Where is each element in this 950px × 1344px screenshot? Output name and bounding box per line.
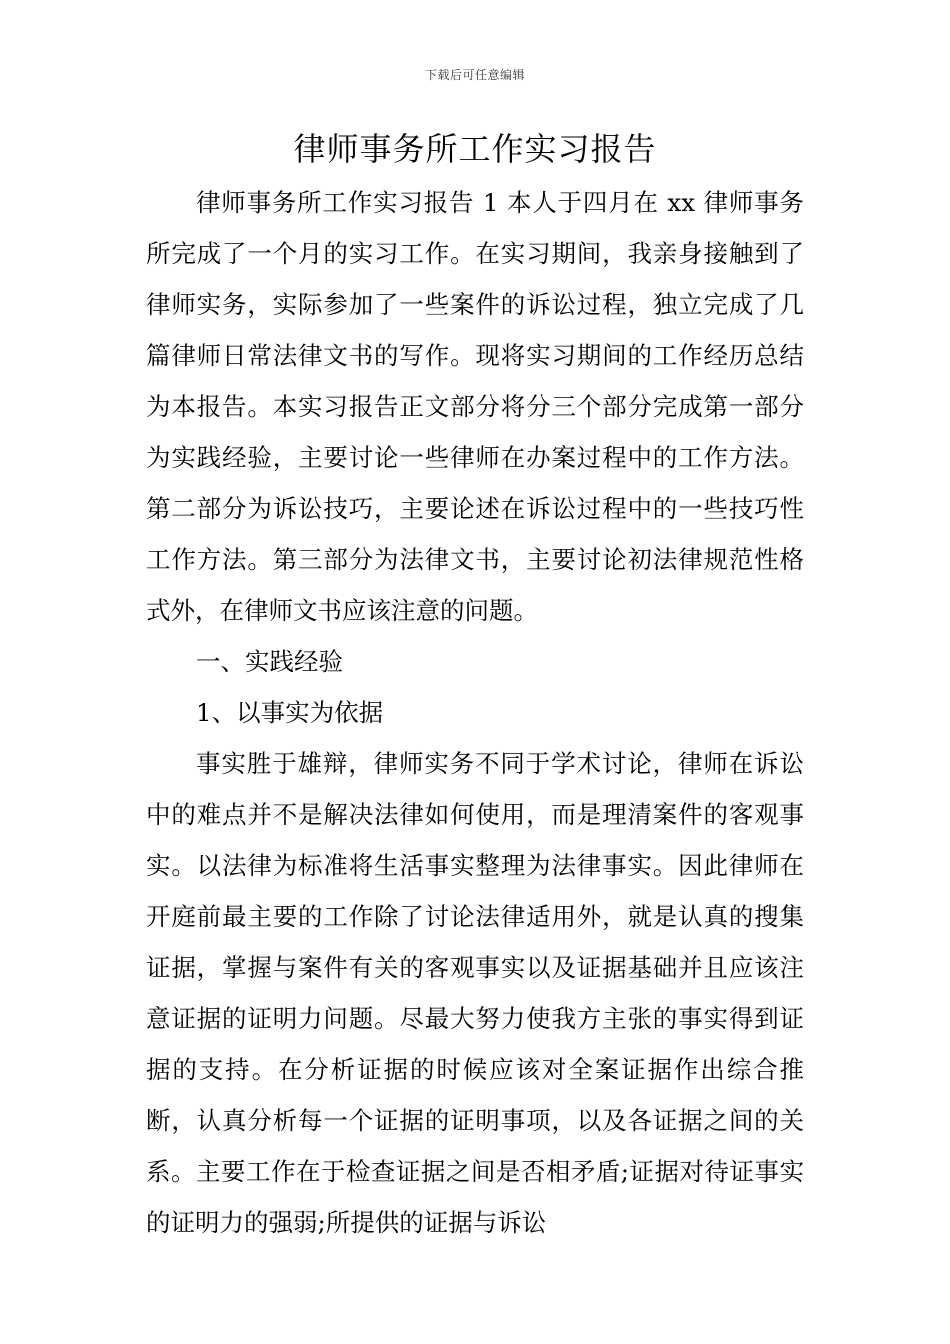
header-note: 下载后可任意编辑	[424, 68, 525, 82]
subsection-heading: 1、以事实为依据	[196, 698, 384, 727]
paragraph-intro: 律师事务所工作实习报告 1 本人于四月在 xx 律师事务所完成了一个月的实习工作。在实习期间，我亲身接触到了律师实务，实际参加了一些案件的诉讼过程，独立完成了几篇律师日常法律文书的写作。现将实习期间的工作经历总结为本报告。本实习报告正文部分将分三个部分完成第一部分为实践经验，主要讨论一些律师在办案过程中的工作方法。第二部分为诉讼技巧，主要论述在诉讼过程中的一些技巧性工作方法。第三部分为法律文书，主要讨论初法律规范性格式外，在律师文书应该注意的问题。	[146, 188, 804, 625]
section-heading: 一、实践经验	[196, 647, 343, 676]
document-body	[146, 177, 804, 1248]
paragraph-evidence: 事实胜于雄辩，律师实务不同于学术讨论，律师在诉讼中的难点并不是解决法律如何使用，而是理清案件的客观事实。以法律为标准将生活事实整理为法律事实。因此律师在开庭前最主要的工作除了讨论法律适用外，就是认真的搜集证据，掌握与案件有关的客观事实以及证据基础并且应该注意证据的证明力问题。尽最大努力使我方主张的事实得到证据的支持。在分析证据的时候应该对全案证据作出综合推断，认真分析每一个证据的证明事项，以及各证据之间的关系。主要工作在于检查证据之间是否相矛盾;证据对待证事实的证明力的强弱;所提供的证据与诉讼	[146, 749, 804, 1237]
document-title: 律师事务所工作实习报告	[293, 130, 657, 168]
